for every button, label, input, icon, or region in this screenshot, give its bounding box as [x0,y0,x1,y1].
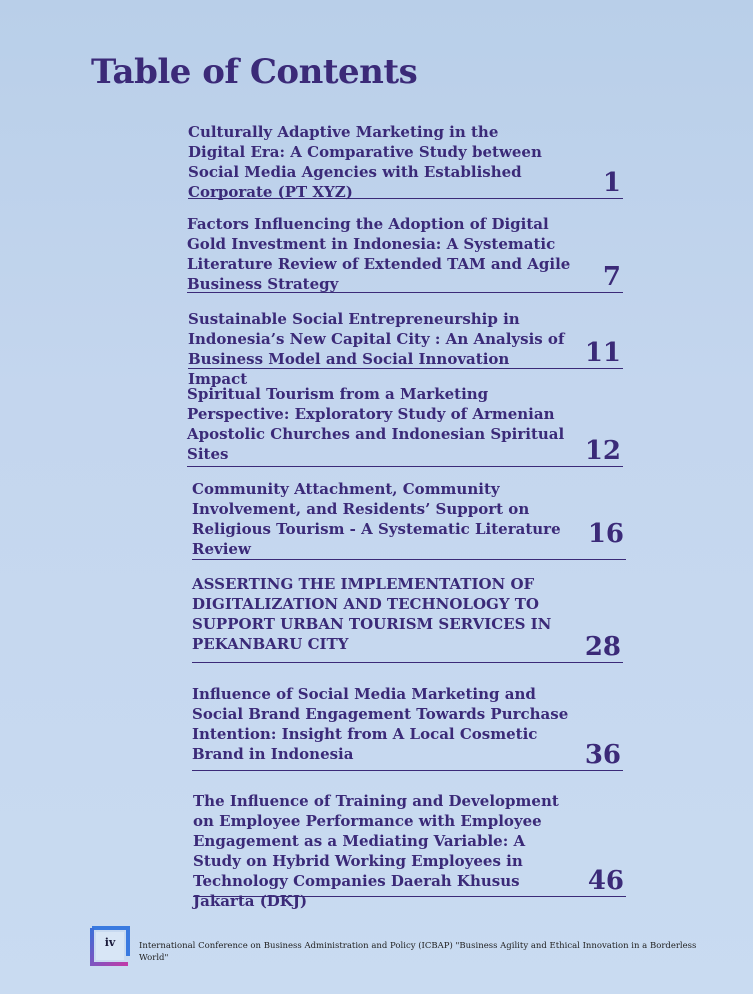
toc-entry-page-number: 7 [602,262,621,292]
toc-entry-title: Community Attachment, Community Involvement, and Residents’ Support on Religious Tourism - A Systematic Literature Review [192,480,561,558]
toc-entry-page-number: 46 [587,866,624,896]
toc-entry-page-number: 28 [584,632,621,662]
toc-entry[interactable] [187,384,623,467]
toc-entry-title: Sustainable Social Entrepreneurship in Indonesia’s New Capital City : An Analysis of Business Model and Social Innovation Impact [188,310,565,388]
toc-entry-title: Factors Influencing the Adoption of Digital Gold Investment in Indonesia: A Systematic Literature Review of Extended TAM and Agile Business Strategy [187,215,571,293]
toc-entry-page-number: 1 [602,168,621,198]
toc-entry[interactable] [193,791,626,910]
toc-entry-page-number: 11 [584,338,621,368]
toc-entry[interactable] [188,122,623,199]
footer-text: International Conference on Business Administration and Policy (ICBAP) "Business Agility and Ethical Innovation in a Borderless World" [139,941,697,963]
toc-entry[interactable] [187,214,623,293]
toc-entry[interactable] [192,574,623,663]
toc-entry[interactable] [188,309,623,388]
toc-entry[interactable] [192,684,623,771]
page-title: Table of Contents [91,52,418,92]
toc-entry-page-number: 12 [584,436,621,466]
toc-entry-title: The Influence of Training and Development on Employee Performance with Employee Engagement as a Mediating Variable: A Study on Hybrid Working Employees in Technology Companies Daerah Khusus Jakarta (DKJ) [193,792,559,910]
toc-entry-page-number: 36 [584,740,621,770]
footer-page-number: iv [104,936,116,949]
toc-entry-title: Influence of Social Media Marketing and Social Brand Engagement Towards Purchase Intention: Insight from A Local Cosmetic Brand in Indonesia [192,685,569,763]
toc-entry-title: Culturally Adaptive Marketing in the Digital Era: A Comparative Study between Social Media Agencies with Established Corporate (PT XYZ) [188,123,542,201]
toc-entry-page-number: 16 [587,519,624,549]
toc-entry[interactable] [192,479,626,560]
toc-entry-title: ASSERTING THE IMPLEMENTATION OF DIGITALIZATION AND TECHNOLOGY TO SUPPORT URBAN TOURISM SERVICES IN PEKANBARU CITY [192,575,552,653]
toc-entry-title: Spiritual Tourism from a Marketing Perspective: Exploratory Study of Armenian Apostolic Churches and Indonesian Spiritual Sites [187,385,565,463]
